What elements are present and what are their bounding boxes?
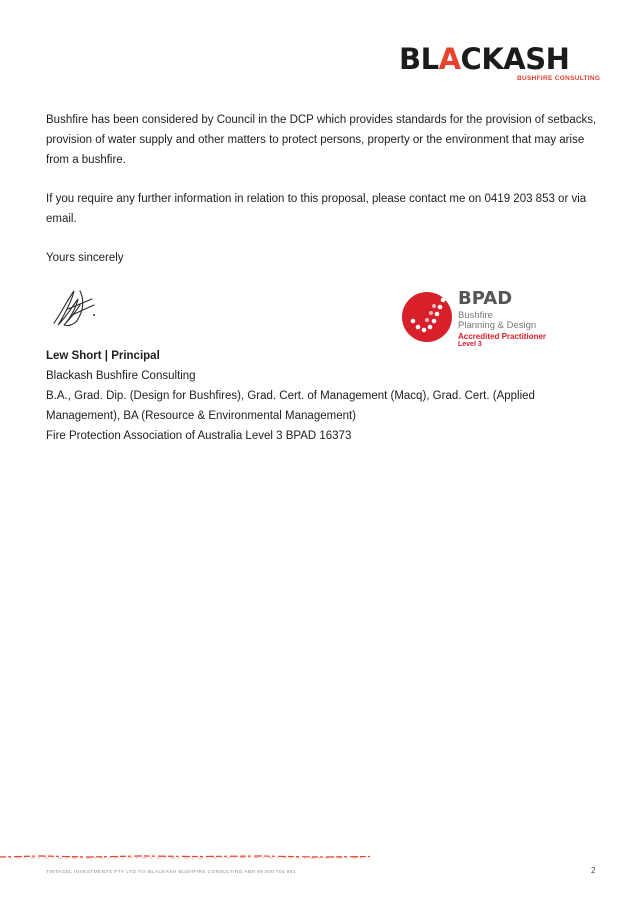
signatory-name-title: Lew Short | Principal (46, 350, 160, 362)
body-paragraph-1: Bushfire has been considered by Council in the DCP which provides standards for the provision of setbacks, provision of water supply and other matters to protect persons, property or the environment that may arise from a bushfire. (46, 114, 597, 166)
bpad-circle-logo-icon (401, 291, 453, 343)
footer-company-info: TINTAGEL INVESTMENTS PTY LTD T/A BLACKASH BUSHFIRE CONSULTING ABN 99 000 704 881 (46, 870, 296, 875)
handwritten-signature (50, 285, 102, 331)
logo-word-part2: CKASH (460, 42, 570, 76)
signatory-company: Blackash Bushfire Consulting (46, 370, 196, 382)
closing-salutation: Yours sincerely (46, 252, 124, 264)
logo-subtitle: BUSHFIRE CONSULTING (517, 75, 601, 82)
signatory-qualifications-1: B.A., Grad. Dip. (Design for Bushfires), Grad. Cert. of Management (Macq), Grad. Cert. (Applied (46, 390, 535, 402)
body-paragraph-2: If you require any further information in relation to this proposal, please contact me on 0419 203 853 or via email. (46, 193, 587, 225)
blackash-logo (399, 42, 601, 82)
logo-word-a: A (438, 42, 461, 76)
bpad-line-3: Accredited Practitioner (458, 332, 547, 341)
bpad-line-2: Planning & Design (458, 320, 537, 331)
bpad-accreditation-badge (401, 290, 571, 350)
page-number: 2 (591, 866, 596, 875)
signatory-block (46, 346, 606, 446)
signatory-qualifications-2: Management), BA (Resource & Environmental Management) (46, 410, 357, 422)
bpad-line-4: Level 3 (458, 341, 482, 348)
logo-word-part1: BL (399, 42, 439, 76)
signatory-accreditation: Fire Protection Association of Australia Level 3 BPAD 16373 (46, 430, 352, 442)
bpad-line-1: Bushfire (458, 310, 493, 321)
bpad-title: BPAD (458, 288, 513, 309)
footer-decorative-line (0, 853, 370, 859)
logo-wordmark (399, 44, 599, 74)
